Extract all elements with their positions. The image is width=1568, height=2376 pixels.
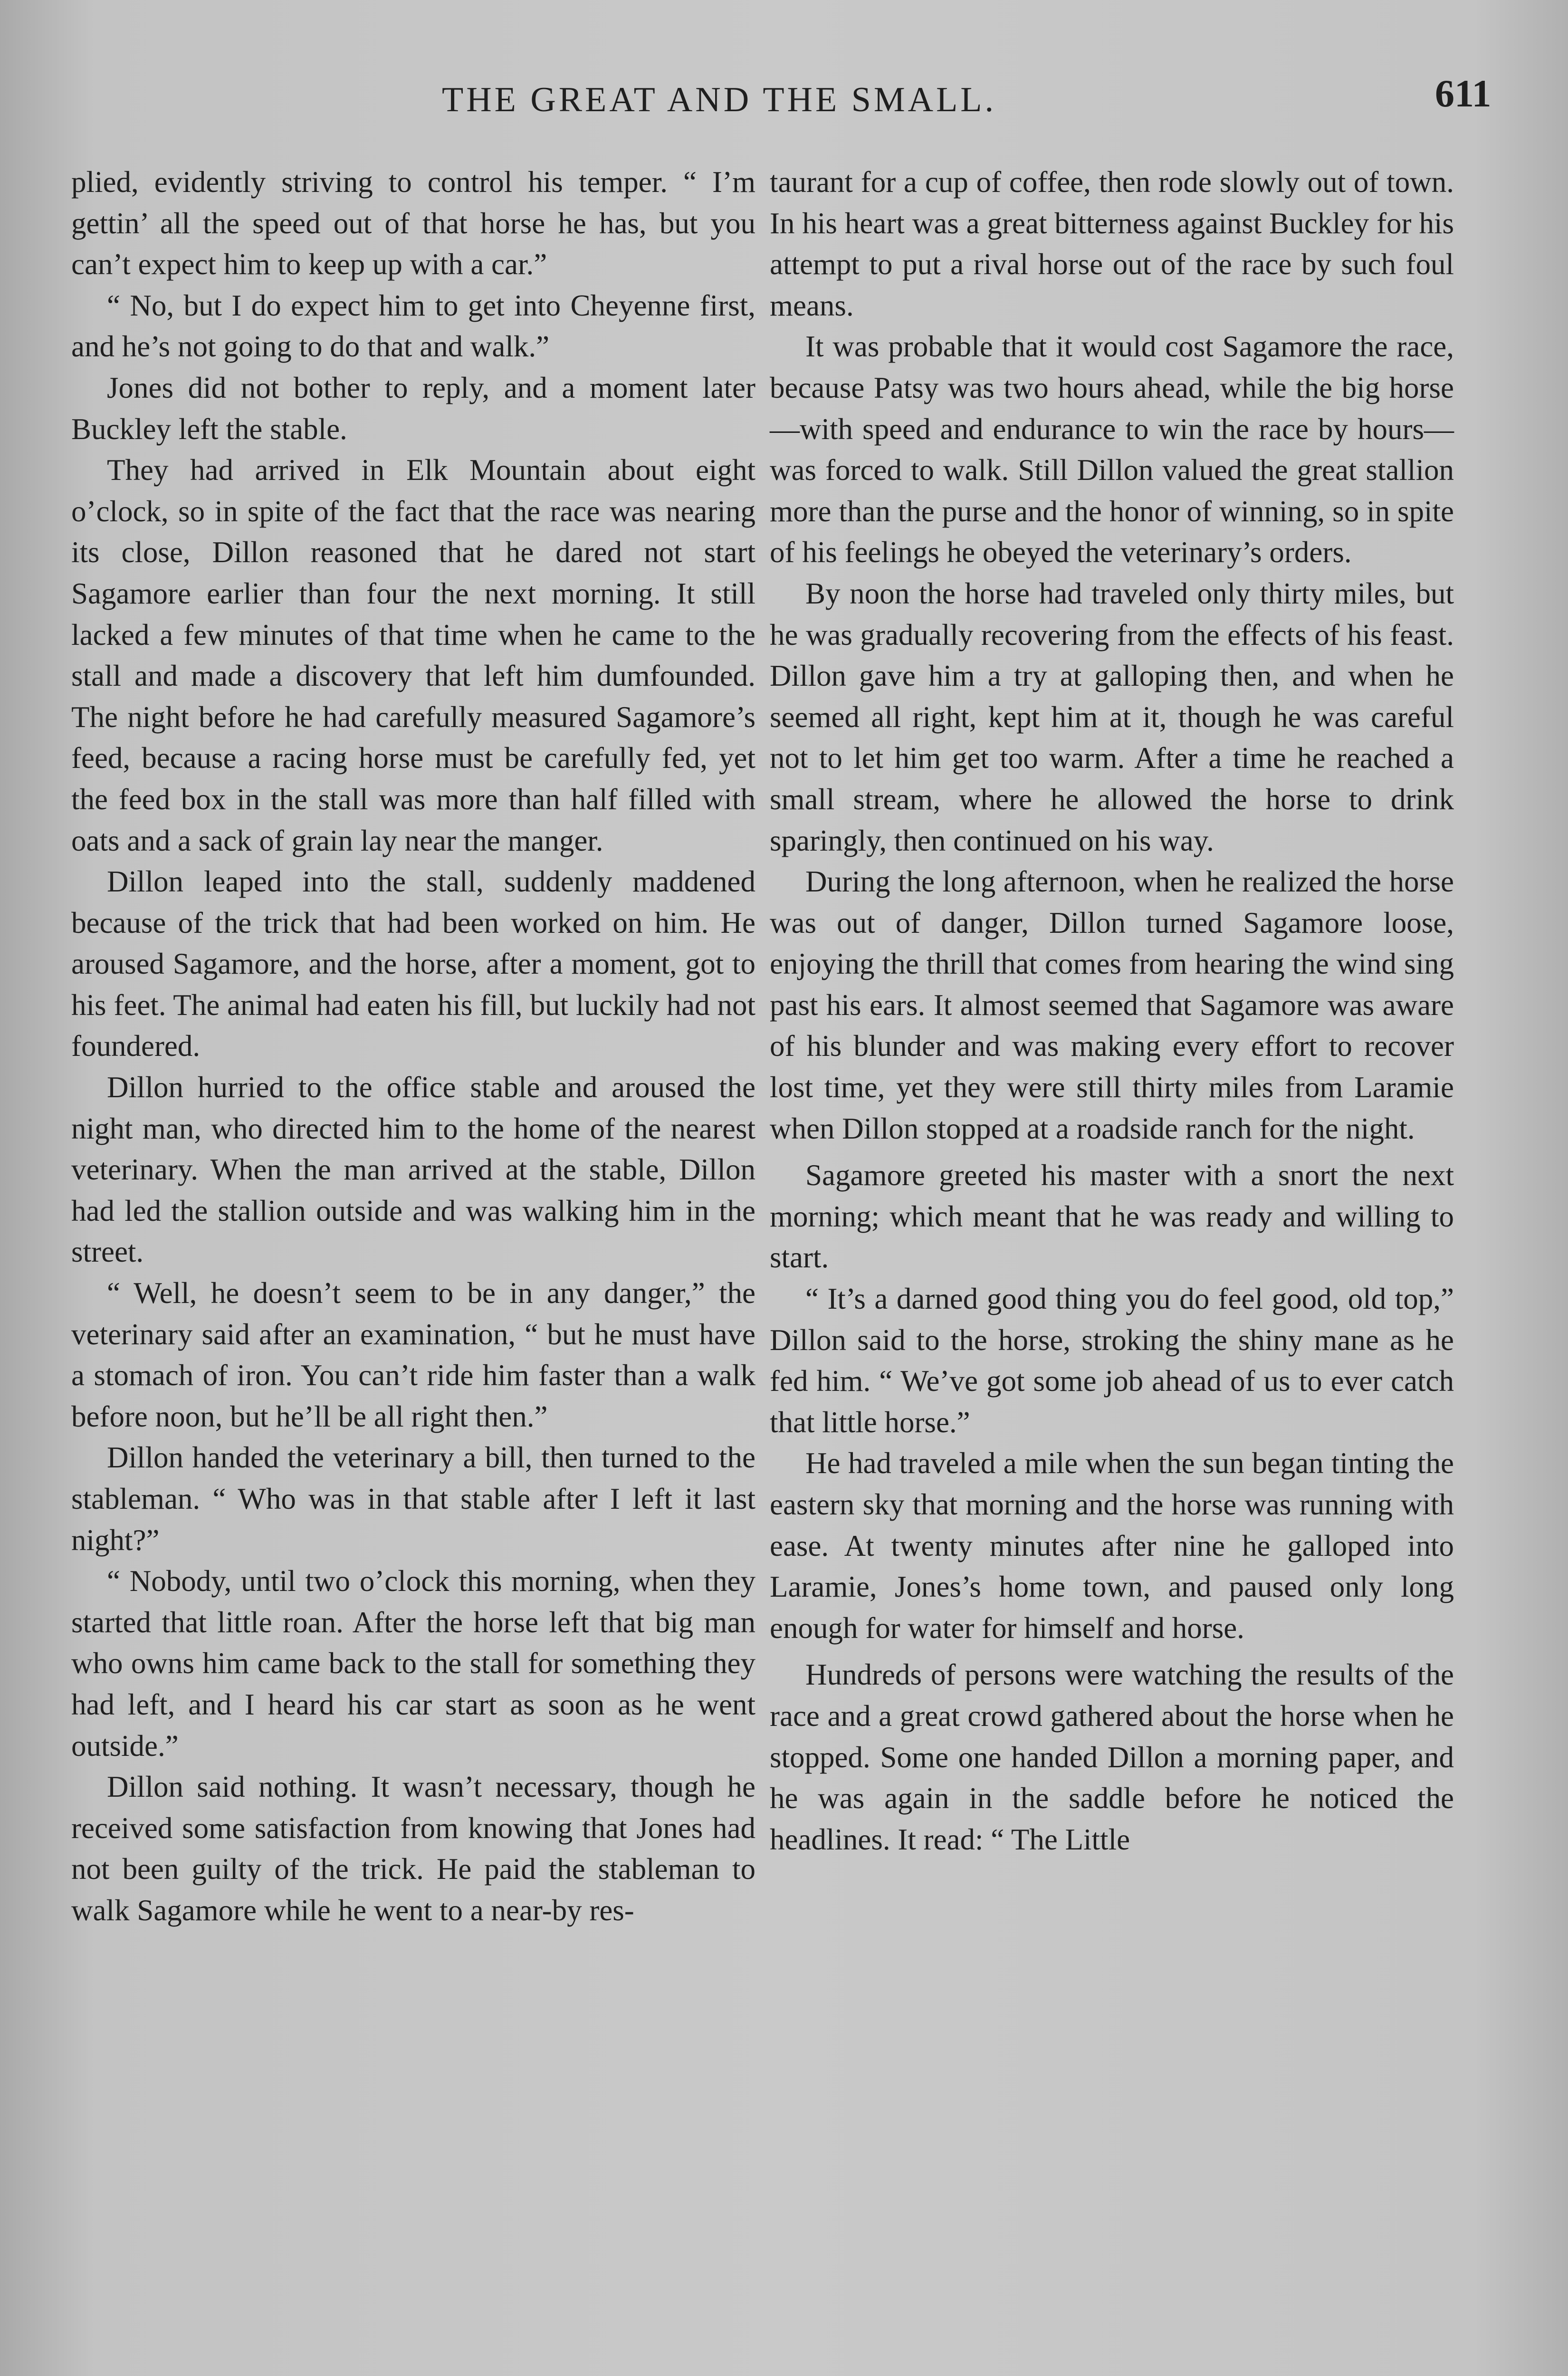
paragraph: “ Well, he doesn’t seem to be in any danger,” the veterinary said after an examination, “ but he must have a stomach of iron. You can’t ride him faster than a walk before noon, but he’ll be all right then.” xyxy=(71,1276,755,1433)
paragraph: By noon the horse had traveled only thirty miles, but he was gradually recovering from the effects of his feast. Dillon gave him a try at galloping then, and when he seemed all right, kept him at it, though he was careful not to let him get too warm. After a time he reached a small stream, where he allowed the horse to drink sparingly, then continued on his way. xyxy=(770,576,1454,857)
paragraph: Hundreds of persons were watching the results of the race and a great crowd gathered about the horse when he stopped. Some one handed Dillon a morning paper, and he was again in the saddle before he noticed the headlines. It read: “ The Little xyxy=(770,1658,1454,1856)
paragraph: Dillon said nothing. It wasn’t necessary, though he received some satisfaction from knowing that Jones had not been guilty of the trick. He paid the stableman to walk Sagamore while he went to a near-by res- xyxy=(71,1770,755,1927)
paragraph: Jones did not bother to reply, and a moment later Buckley left the stable. xyxy=(71,371,755,446)
paragraph: “ It’s a darned good thing you do feel good, old top,” Dillon said to the horse, stroking the shiny mane as he fed him. “ We’ve got some job ahead of us to ever catch that little horse.” xyxy=(770,1282,1454,1439)
paragraph: It was probable that it would cost Sagamore the race, because Patsy was two hours ahead, while the big horse—with speed and endurance to win the race by hours—was forced to walk. Still Dillon valued the great stallion more than the purse and the honor of winning, so in spite of his feelings he obeyed the veterinary’s orders. xyxy=(770,330,1454,569)
paragraph: Sagamore greeted his master with a snort the next morning; which meant that he was ready and willing to start. xyxy=(770,1159,1454,1274)
paragraph: They had arrived in Elk Mountain about eight o’clock, so in spite of the fact that the race was nearing its close, Dillon reasoned that he dared not start Sagamore earlier than four the next morning. It still lacked a few minutes of that time when he came to the stall and made a discovery that left him dumfounded. The night before he had carefully measured Sagamore’s feed, because a racing horse must be carefully fed, yet the feed box in the stall was more than half filled with oats and a sack of grain lay near the manger. xyxy=(71,453,755,857)
paragraph: “ Nobody, until two o’clock this morning, when they started that little roan. After the horse left that big man who owns him came back to the stall for something they had left, and I heard his car start as soon as he went outside.” xyxy=(71,1564,755,1763)
page-number: 611 xyxy=(1435,72,1492,115)
paragraph: Dillon leaped into the stall, suddenly maddened because of the trick that had been worked on him. He aroused Sagamore, and the horse, after a moment, got to his feet. The animal had eaten his fill, but luckily had not foundered. xyxy=(71,865,755,1063)
paragraph: During the long afternoon, when he realized the horse was out of danger, Dillon turned Sagamore loose, enjoying the thrill that comes from hearing the wind sing past his ears. It almost seemed that Sagamore was aware of his blunder and was making every effort to recover lost time, yet they were still thirty miles from Laramie when Dillon stopped at a roadside ranch for the night. xyxy=(770,865,1454,1145)
paragraph: “ No, but I do expect him to get into Cheyenne first, and he’s not going to do that and walk.” xyxy=(71,288,755,364)
running-title: THE GREAT AND THE SMALL. xyxy=(442,80,996,119)
paragraph: Dillon handed the veterinary a bill, then turned to the stableman. “ Who was in that stable after I left it last night?” xyxy=(71,1441,755,1557)
paragraph: Dillon hurried to the office stable and aroused the night man, who directed him to the home of the nearest veterinary. When the man arrived at the stable, Dillon had led the stallion outside and was walking him in the street. xyxy=(71,1071,755,1269)
paragraph: He had traveled a mile when the sun began tinting the eastern sky that morning and the horse was running with ease. At twenty minutes after nine he galloped into Laramie, Jones’s home town, and paused only long enough for water for himself and horse. xyxy=(770,1447,1454,1645)
right-column xyxy=(770,162,1454,1860)
paragraph: plied, evidently striving to control his temper. “ I’m gettin’ all the speed out of that horse he has, but you can’t expect him to keep up with a car.” xyxy=(71,165,755,281)
running-head xyxy=(0,71,1568,124)
left-column xyxy=(71,162,755,1931)
paragraph: taurant for a cup of coffee, then rode slowly out of town. In his heart was a great bitterness against Buckley for his attempt to put a rival horse out of the race by such foul means. xyxy=(770,165,1454,322)
